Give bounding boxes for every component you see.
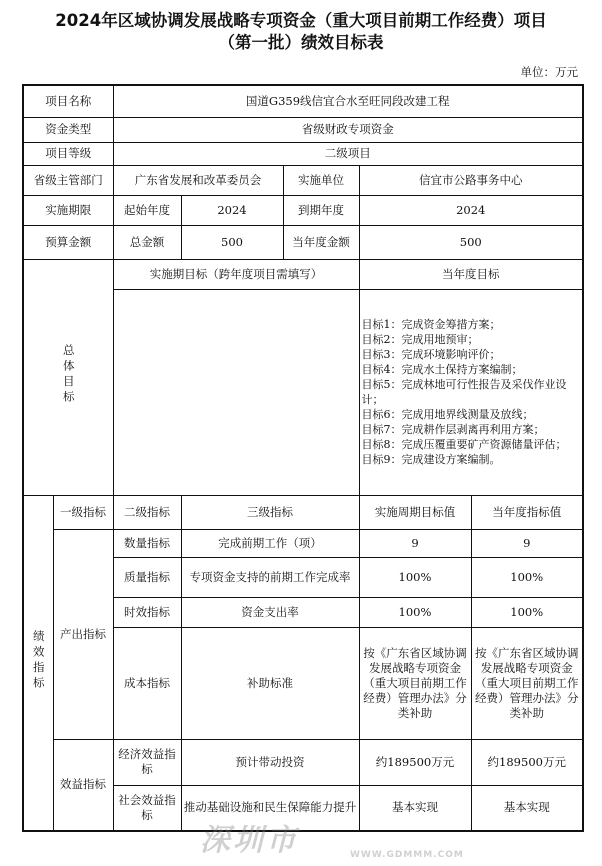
output-indicator-label: 产出指标 <box>53 529 113 739</box>
year-goal-header: 当年度目标 <box>359 259 583 289</box>
impl-value-cell: 100% <box>359 597 471 627</box>
end-value: 2024 <box>359 195 583 225</box>
header-impl-value: 实施周期目标值 <box>359 495 471 529</box>
watermark <box>200 815 464 865</box>
indicators-label <box>23 495 53 831</box>
title-line-2: （第一批）绩效目标表 <box>218 33 384 52</box>
overall-goal-label-text: 总体目标 <box>61 344 76 406</box>
year-amount-value: 500 <box>359 225 583 259</box>
page-title <box>0 10 602 54</box>
dept-label: 省级主管部门 <box>23 165 113 195</box>
header-level3: 三级指标 <box>181 495 359 529</box>
period-label: 实施期限 <box>23 195 113 225</box>
level2-cell: 质量指标 <box>113 557 181 597</box>
header-level1: 一级指标 <box>53 495 113 529</box>
level3-cell: 完成前期工作（项） <box>181 529 359 557</box>
unit-label: 单位：万元 <box>520 65 578 79</box>
level2-cell: 数量指标 <box>113 529 181 557</box>
level-label: 项目等级 <box>23 142 113 165</box>
goal-item: 目标4：完成水土保持方案编制； <box>361 363 523 376</box>
year-value-cell: 约189500万元 <box>471 739 583 785</box>
level2-cell: 社会效益指标 <box>113 785 181 831</box>
goal-item: 目标1：完成资金筹措方案； <box>361 318 501 331</box>
level3-cell: 预计带动投资 <box>181 739 359 785</box>
overall-goal-label <box>23 259 113 495</box>
goal-item: 目标9：完成建设方案编制。 <box>361 453 501 466</box>
total-value: 500 <box>181 225 283 259</box>
level2-cell: 时效指标 <box>113 597 181 627</box>
effect-indicator-label: 效益指标 <box>53 739 113 831</box>
year-value-cell: 100% <box>471 557 583 597</box>
performance-table <box>22 84 584 832</box>
impl-value-cell: 约189500万元 <box>359 739 471 785</box>
impl-goal-header: 实施期目标（跨年度项目需填写） <box>113 259 359 289</box>
level3-cell: 资金支出率 <box>181 597 359 627</box>
fund-type-label: 资金类型 <box>23 117 113 142</box>
goal-item: 目标8：完成压覆重要矿产资源储量评估； <box>361 438 567 451</box>
level3-cell: 专项资金支持的前期工作完成率 <box>181 557 359 597</box>
title-line-1: 2024年区域协调发展战略专项资金（重大项目前期工作经费）项目 <box>55 11 547 30</box>
impl-value-cell: 100% <box>359 557 471 597</box>
impl-goal-content <box>113 289 359 495</box>
project-name-label: 项目名称 <box>23 85 113 117</box>
total-label: 总金额 <box>113 225 181 259</box>
impl-value-cell: 9 <box>359 529 471 557</box>
level2-cell: 经济效益指标 <box>113 739 181 785</box>
year-value-cell: 9 <box>471 529 583 557</box>
goal-item: 目标5：完成林地可行性报告及采伐作业设计； <box>361 378 567 406</box>
impl-unit-value: 信宜市公路事务中心 <box>359 165 583 195</box>
start-value: 2024 <box>181 195 283 225</box>
budget-label: 预算金额 <box>23 225 113 259</box>
impl-value-cell: 基本实现 <box>359 785 471 831</box>
header-level2: 二级指标 <box>113 495 181 529</box>
goal-item: 目标2：完成用地预审； <box>361 333 479 346</box>
year-amount-label: 当年度金额 <box>283 225 359 259</box>
watermark-main: 深圳市 <box>200 823 299 858</box>
start-label: 起始年度 <box>113 195 181 225</box>
goal-item: 目标7：完成耕作层剥离再利用方案； <box>361 423 545 436</box>
impl-value-cell: 按《广东省区域协调发展战略专项资金（重大项目前期工作经费）管理办法》分类补助 <box>359 627 471 739</box>
dept-value: 广东省发展和改革委员会 <box>113 165 283 195</box>
fund-type-value: 省级财政专项资金 <box>113 117 583 142</box>
level3-cell: 推动基础设施和民生保障能力提升 <box>181 785 359 831</box>
year-value-cell: 基本实现 <box>471 785 583 831</box>
goal-item: 目标3：完成环境影响评价； <box>361 348 501 361</box>
indicators-label-text: 绩效指标 <box>31 629 46 692</box>
project-name-value: 国道G359线信宜合水至旺同段改建工程 <box>113 85 583 117</box>
impl-unit-label: 实施单位 <box>283 165 359 195</box>
header-year-value: 当年度指标值 <box>471 495 583 529</box>
end-label: 到期年度 <box>283 195 359 225</box>
year-value-cell: 100% <box>471 597 583 627</box>
year-value-cell: 按《广东省区域协调发展战略专项资金（重大项目前期工作经费）管理办法》分类补助 <box>471 627 583 739</box>
level2-cell: 成本指标 <box>113 627 181 739</box>
watermark-sub: WWW.GDMMM.COM <box>350 850 464 860</box>
level-value: 二级项目 <box>113 142 583 165</box>
goal-item: 目标6：完成用地界线测量及放线； <box>361 408 534 421</box>
level3-cell: 补助标准 <box>181 627 359 739</box>
year-goal-list <box>359 289 583 495</box>
